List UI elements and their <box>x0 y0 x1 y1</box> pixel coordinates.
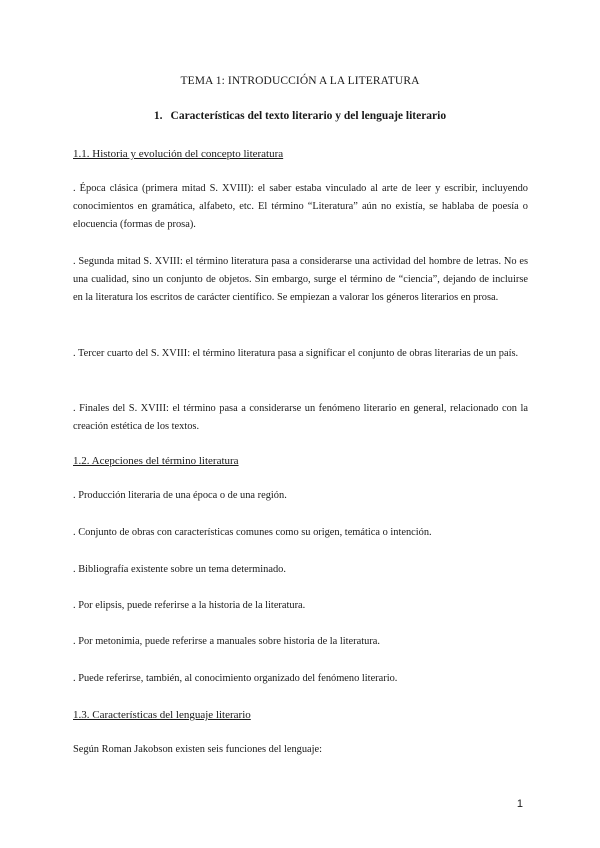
document-title: TEMA 1: INTRODUCCIÓN A LA LITERATURA <box>180 75 420 87</box>
section-number: 1. <box>153 110 163 122</box>
subsection-heading-1-2: 1.2. Acepciones del término literatura <box>73 455 239 467</box>
subsection-heading-1-1: 1.1. Historia y evolución del concepto literatura <box>73 148 284 160</box>
page-number: 1 <box>516 798 523 810</box>
list-item: . Por elipsis, puede referirse a la historia de la literatura. <box>73 600 306 611</box>
paragraph-epoca-clasica: . Época clásica (primera mitad S. XVIII): el saber estaba vinculado al arte de leer y escribir, incluyendo conocimientos en gramática, alfabeto, etc. El término “Literatura” aún no existía, se hablaba de poesía o elocuencia (formas de prosa). <box>73 183 528 231</box>
list-item: . Conjunto de obras con características comunes como su origen, temática o intención. <box>73 527 432 538</box>
section-title-text: Características del texto literario y del lenguaje literario <box>170 110 447 122</box>
section-heading <box>0 110 600 122</box>
list-item: . Producción literaria de una época o de una región. <box>73 490 287 501</box>
paragraph-finales: . Finales del S. XVIII: el término pasa a considerarse un fenómeno literario en general, relacionado con la creación estética de los textos. <box>73 403 528 433</box>
list-item: . Puede referirse, también, al conocimiento organizado del fenómeno literario. <box>73 673 398 684</box>
list-item: . Bibliografía existente sobre un tema determinado. <box>73 564 286 575</box>
list-item: . Por metonimia, puede referirse a manuales sobre historia de la literatura. <box>73 636 380 647</box>
paragraph-tercer-cuarto: . Tercer cuarto del S. XVIII: el término literatura pasa a significar el conjunto de obras literarias de un país. <box>73 348 519 359</box>
paragraph-segunda-mitad: . Segunda mitad S. XVIII: el término literatura pasa a considerarse una actividad del hombre de letras. No es una cualidad, sino un conjunto de objetos. Sin embargo, surge el término de “ciencia”, dejando de incluirse en la literatura los escritos de carácter científico. Se empiezan a valorar los géneros literarios en prosa. <box>73 256 528 304</box>
subsection-heading-1-3: 1.3. Características del lenguaje literario <box>73 709 251 721</box>
subsection-intro: Según Roman Jakobson existen seis funciones del lenguaje: <box>73 744 323 755</box>
